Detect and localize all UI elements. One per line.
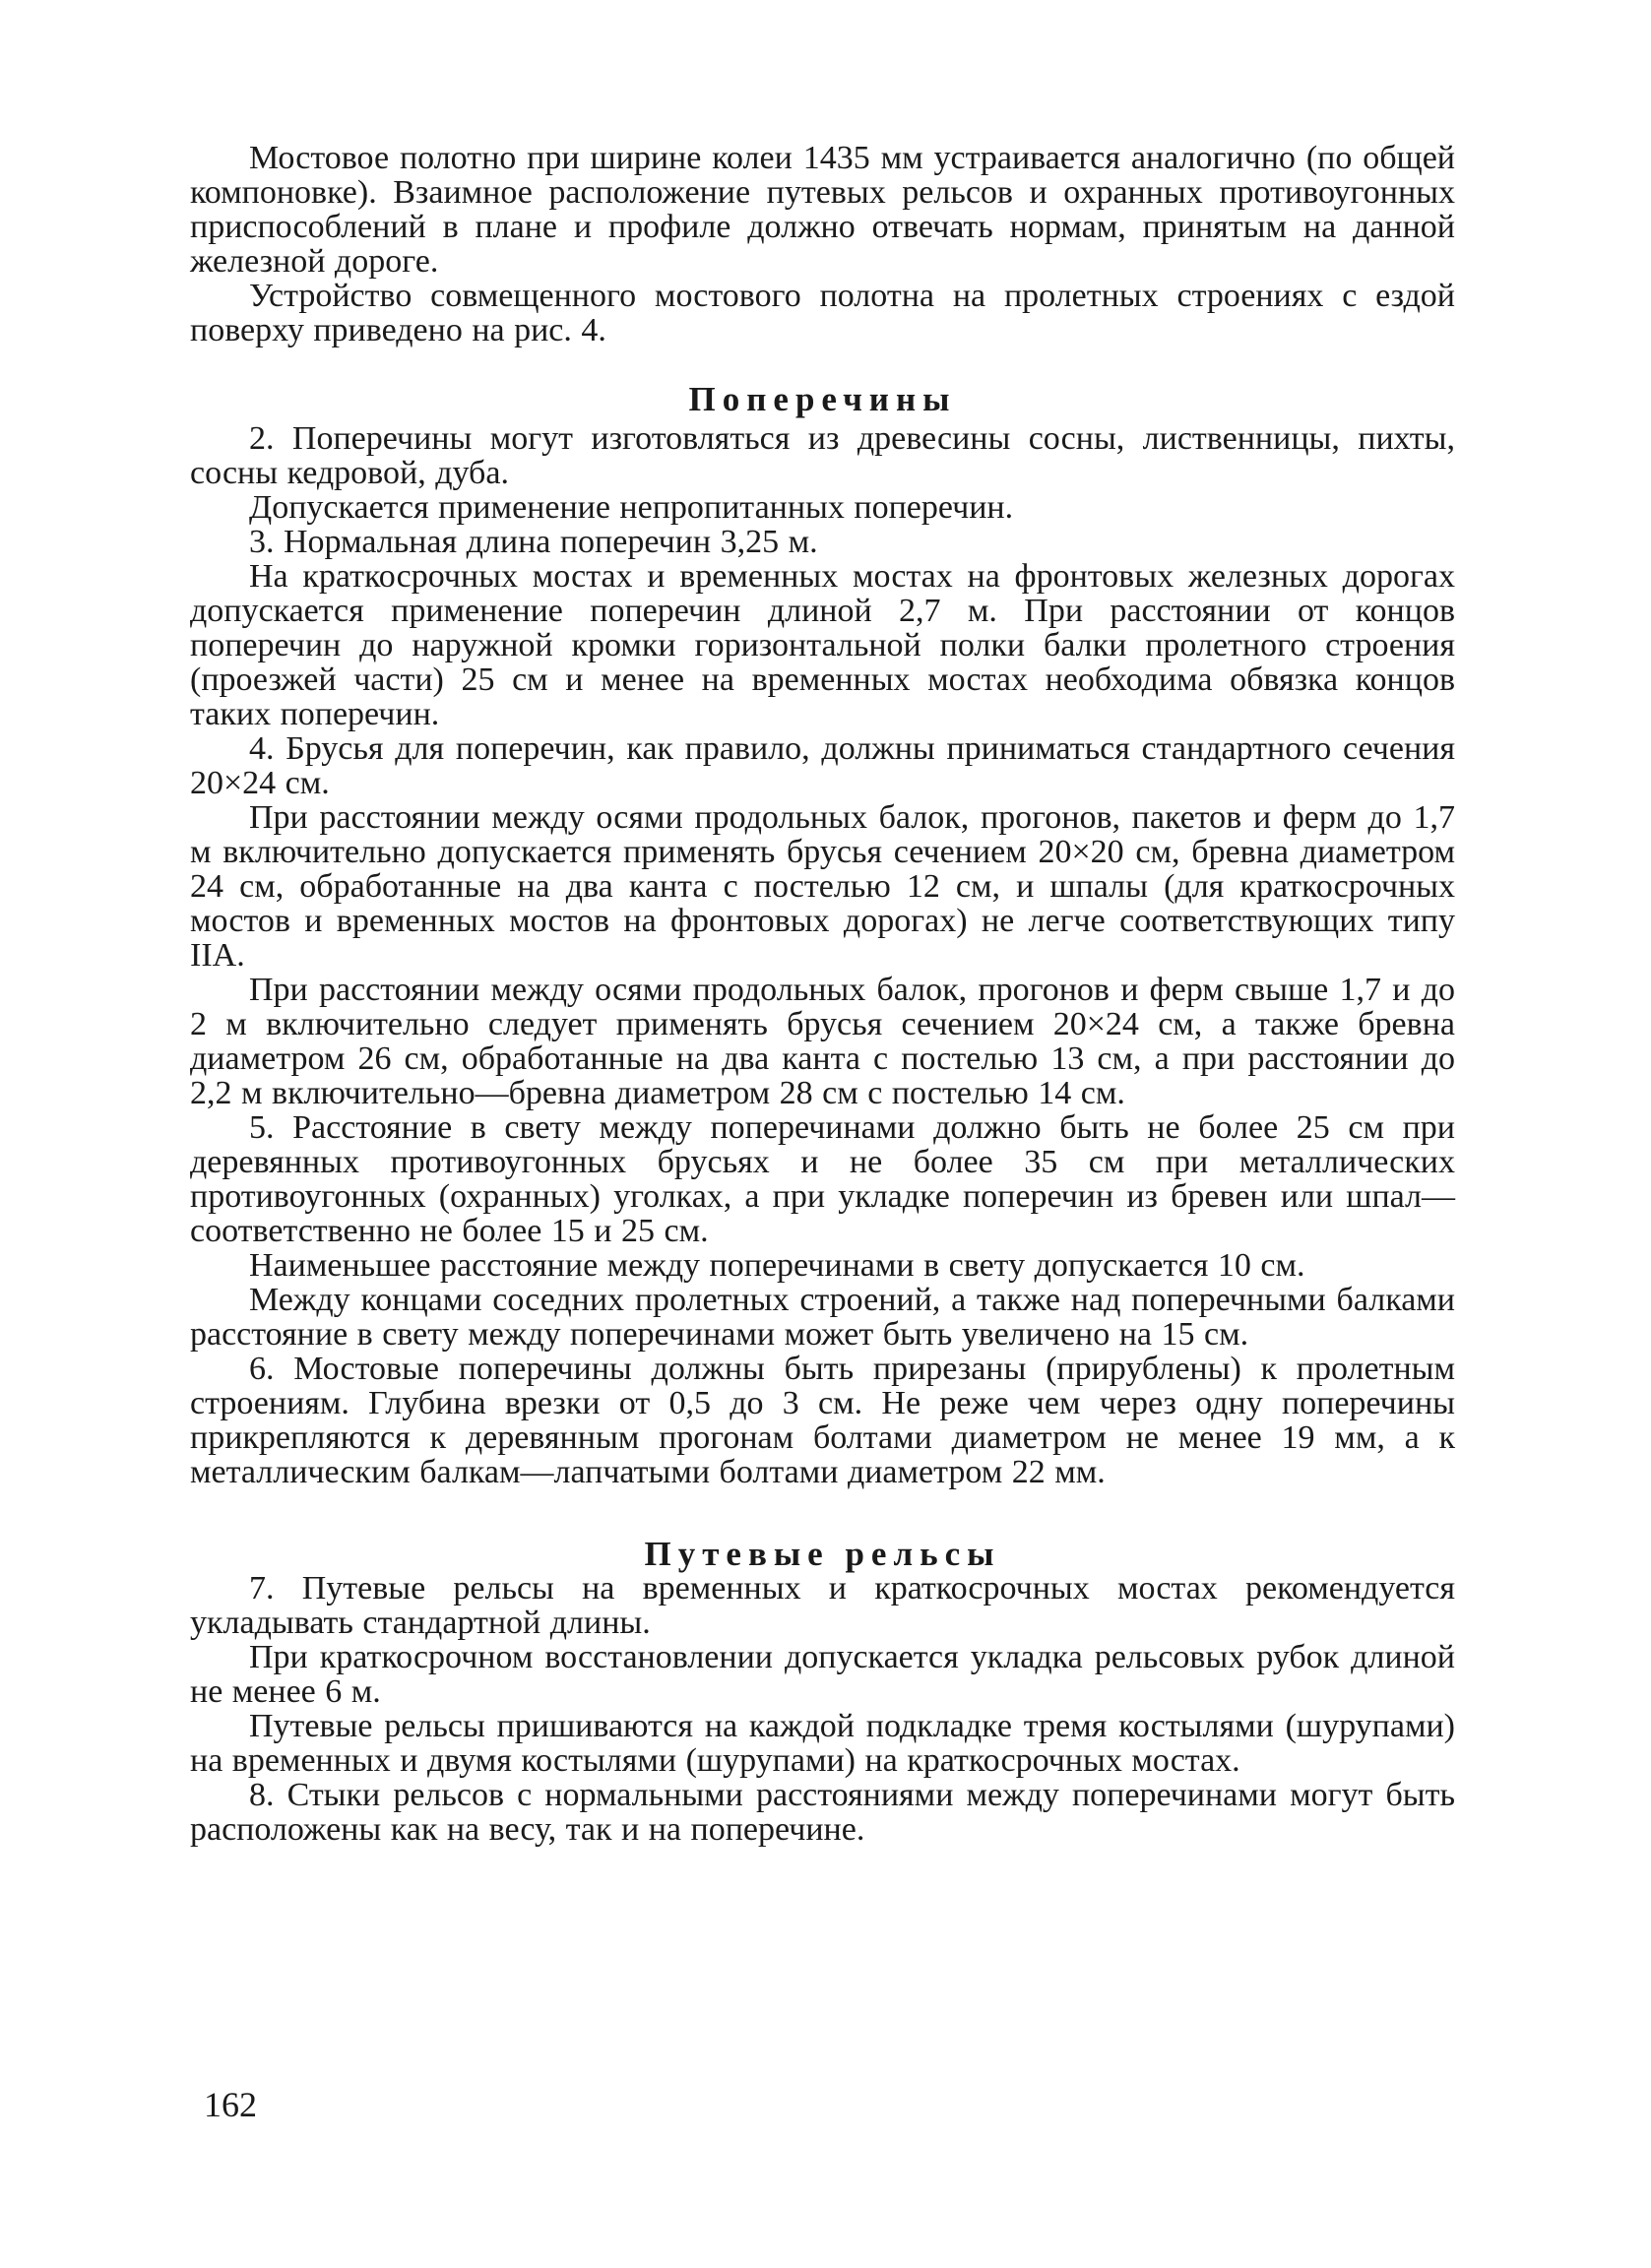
document-page [190,141,1455,1847]
crossties-paragraph-7: При расстоянии между осями продольных балок, прогонов и ферм свыше 1,7 и до 2 м включительно следует применять брусья сечением 20×24 см, а также бревна диаметром 26 см, обработанные на два канта с постелью 13 см, а при расстоянии до 2,2 м включительно—бревна диаметром 28 см с постелью 14 см. [190,972,1455,1111]
crossties-paragraph-1: 2. Поперечины могут изготовляться из древесины сосны, лиственницы, пихты, сосны кедровой, дуба. [190,420,1455,491]
crossties-paragraph-6: При расстоянии между осями продольных балок, прогонов, пакетов и ферм до 1,7 м включительно допускается применять брусья сечением 20×20 см, бревна диаметром 24 см, обработанные на два канта с постелью 12 см, и шпалы (для краткосрочных мостов и временных мостов на фронтовых дорогах) не легче соответствующих типу IIА. [190,799,1455,974]
crossties-paragraph-11: 6. Мостовые поперечины должны быть прирезаны (прирублены) к пролетным строениям. Глубина врезки от 0,5 до 3 см. Не реже чем через одну поперечины прикрепляются к деревянным прогонам болтами диаметром не менее 19 мм, а к металлическим балкам—лапчатыми болтами диаметром 22 мм. [190,1351,1455,1490]
intro-paragraph-2: Устройство совмещенного мостового полотна на пролетных строениях с ездой поверху приведено на рис. 4. [190,278,1455,348]
crossties-paragraph-8: 5. Расстояние в свету между поперечинами должно быть не более 25 см при деревянных противоугонных брусьях и не более 35 см при металлических противоугонных (охранных) уголках, а при укладке поперечин из бревен или шпал—соответственно не более 15 и 25 см. [190,1109,1455,1249]
section-heading-crossties: Поперечины [688,380,957,418]
crossties-paragraph-9: Наименьшее расстояние между поперечинами в свету допускается 10 см. [249,1247,1305,1284]
rails-paragraph-4: 8. Стыки рельсов с нормальными расстояниями между поперечинами могут быть расположены как на весу, так и на поперечине. [190,1777,1455,1848]
rails-paragraph-3: Путевые рельсы пришиваются на каждой подкладке тремя костылями (шурупами) на временных и двумя костылями (шурупами) на краткосрочных мостах. [190,1708,1455,1779]
rails-paragraph-2: При краткосрочном восстановлении допускается укладка рельсовых рубок длиной не менее 6 м. [190,1639,1455,1710]
crossties-paragraph-10: Между концами соседних пролетных строений, а также над поперечными балками расстояние в свету между поперечинами может быть увеличено на 15 см. [190,1282,1455,1353]
section-heading-rails: Путевые рельсы [644,1535,1001,1573]
page-number: 162 [204,2085,257,2124]
crossties-paragraph-2: Допускается применение непропитанных поперечин. [249,489,1014,526]
crossties-paragraph-3: 3. Нормальная длина поперечин 3,25 м. [249,524,818,560]
intro-paragraph-1: Мостовое полотно при ширине колеи 1435 мм устраивается аналогично (по общей компоновке). Взаимное расположение путевых рельсов и охранных противоугонных приспособлений в плане и профиле должно отвечать нормам, принятым на данной железной дороге. [190,140,1455,280]
crossties-paragraph-4: На краткосрочных мостах и временных мостах на фронтовых железных дорогах допускается применение поперечин длиной 2,7 м. При расстоянии от концов поперечин до наружной кромки горизонтальной полки балки пролетного строения (проезжей части) 25 см и менее на временных мостах необходима обвязка концов таких поперечин. [190,558,1455,732]
crossties-paragraph-5: 4. Брусья для поперечин, как правило, должны приниматься стандартного сечения 20×24 см. [190,730,1455,801]
rails-paragraph-1: 7. Путевые рельсы на временных и краткосрочных мостах рекомендуется укладывать стандартной длины. [190,1570,1455,1641]
